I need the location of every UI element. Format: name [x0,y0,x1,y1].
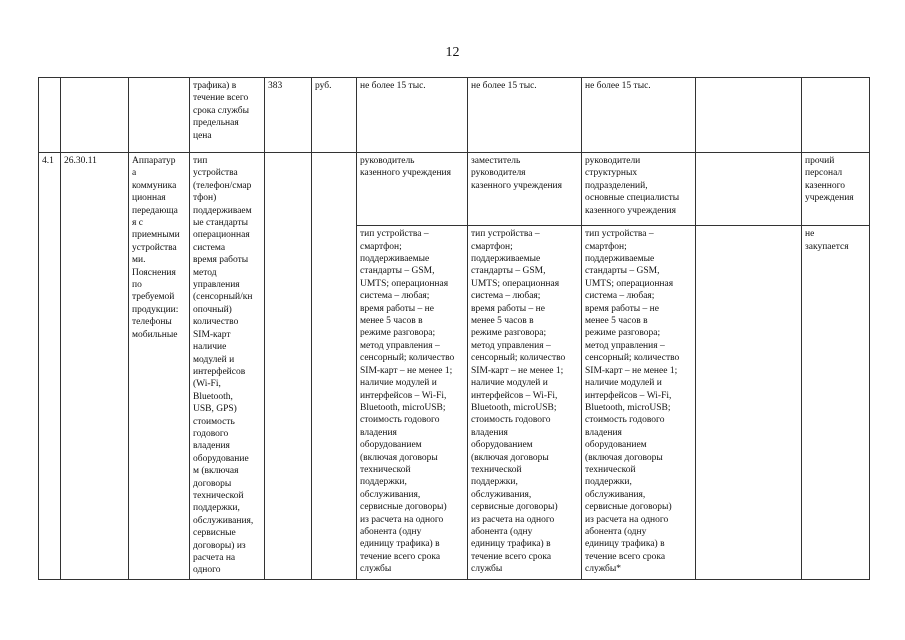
cell-characteristic: трафика) в течение всего срока службы предельная цена [190,78,265,153]
cell-deputy-value: не более 15 тыс. [468,78,582,153]
cell-other-title: прочий персонал казенного учреждения [802,153,870,226]
cell-struct-title: руководители структурных подразделений, основные специалисты казенного учреждения [582,153,696,226]
cell-empty [696,226,802,580]
cell-name: Аппаратур а коммуника ционная передающа я с приемными устройства ми. Пояснения по требуемой продукции: телефоны мобильные [129,153,190,580]
cell-struct-spec: тип устройства – смартфон; поддерживаемые стандарты – GSM, UMTS; операционная система – любая; время работы – не менее 5 часов в режиме разговора; метод управления – сенсорный; количество SIM-карт – не менее 1; наличие модулей и интерфейсов – Wi-Fi, Bluetooth, microUSB; стоимость годового владения оборудованием (включая договоры технической поддержки, обслуживания, сервисные договоры) из расчета на одного абонента (одну единицу трафика) в течение всего срока службы* [582,226,696,580]
cell-deputy-spec: тип устройства – смартфон; поддерживаемые стандарты – GSM, UMTS; операционная система – любая; время работы – не менее 5 часов в режиме разговора; метод управления – сенсорный; количество SIM-карт – не менее 1; наличие модулей и интерфейсов – Wi-Fi, Bluetooth, microUSB; стоимость годового владения оборудованием (включая договоры технической поддержки, обслуживания, сервисные договоры) из расчета на одного абонента (одну единицу трафика) в течение всего срока службы [468,226,582,580]
cell-unit [312,153,357,580]
cell-code [265,153,312,580]
cell-struct-value: не более 15 тыс. [582,78,696,153]
cell-other-value [802,78,870,153]
requirements-table [38,77,870,580]
cell-head-spec: тип устройства – смартфон; поддерживаемые стандарты – GSM, UMTS; операционная система – любая; время работы – не менее 5 часов в режиме разговора; метод управления – сенсорный; количество SIM-карт – не менее 1; наличие модулей и интерфейсов – Wi-Fi, Bluetooth, microUSB; стоимость годового владения оборудованием (включая договоры технической поддержки, обслуживания, сервисные договоры) из расчета на одного абонента (одну единицу трафика) в течение всего срока службы [357,226,468,580]
cell-head-title: руководитель казенного учреждения [357,153,468,226]
table-row [39,78,870,153]
cell-num [39,78,61,153]
cell-unit: руб. [312,78,357,153]
cell-okpd: 26.30.11 [61,153,129,580]
page-number: 12 [445,45,460,60]
cell-okpd [61,78,129,153]
cell-other-spec: не закупается [802,226,870,580]
cell-empty [696,78,802,153]
cell-code: 383 [265,78,312,153]
cell-deputy-title: заместитель руководителя казенного учреждения [468,153,582,226]
cell-num: 4.1 [39,153,61,580]
cell-characteristic: тип устройства (телефон/смар тфон) поддерживаем ые стандарты операционная система время работы метод управления (сенсорный/кн опочный) количество SIM-карт наличие модулей и интерфейсов (Wi-Fi, Bluetooth, USB, GPS) стоимость годового владения оборудование м (включая договоры технической поддержки, обслуживания, сервисные договоры) из расчета на одного [190,153,265,580]
table-row [39,153,870,226]
cell-head-value: не более 15 тыс. [357,78,468,153]
cell-empty [696,153,802,226]
cell-name [129,78,190,153]
